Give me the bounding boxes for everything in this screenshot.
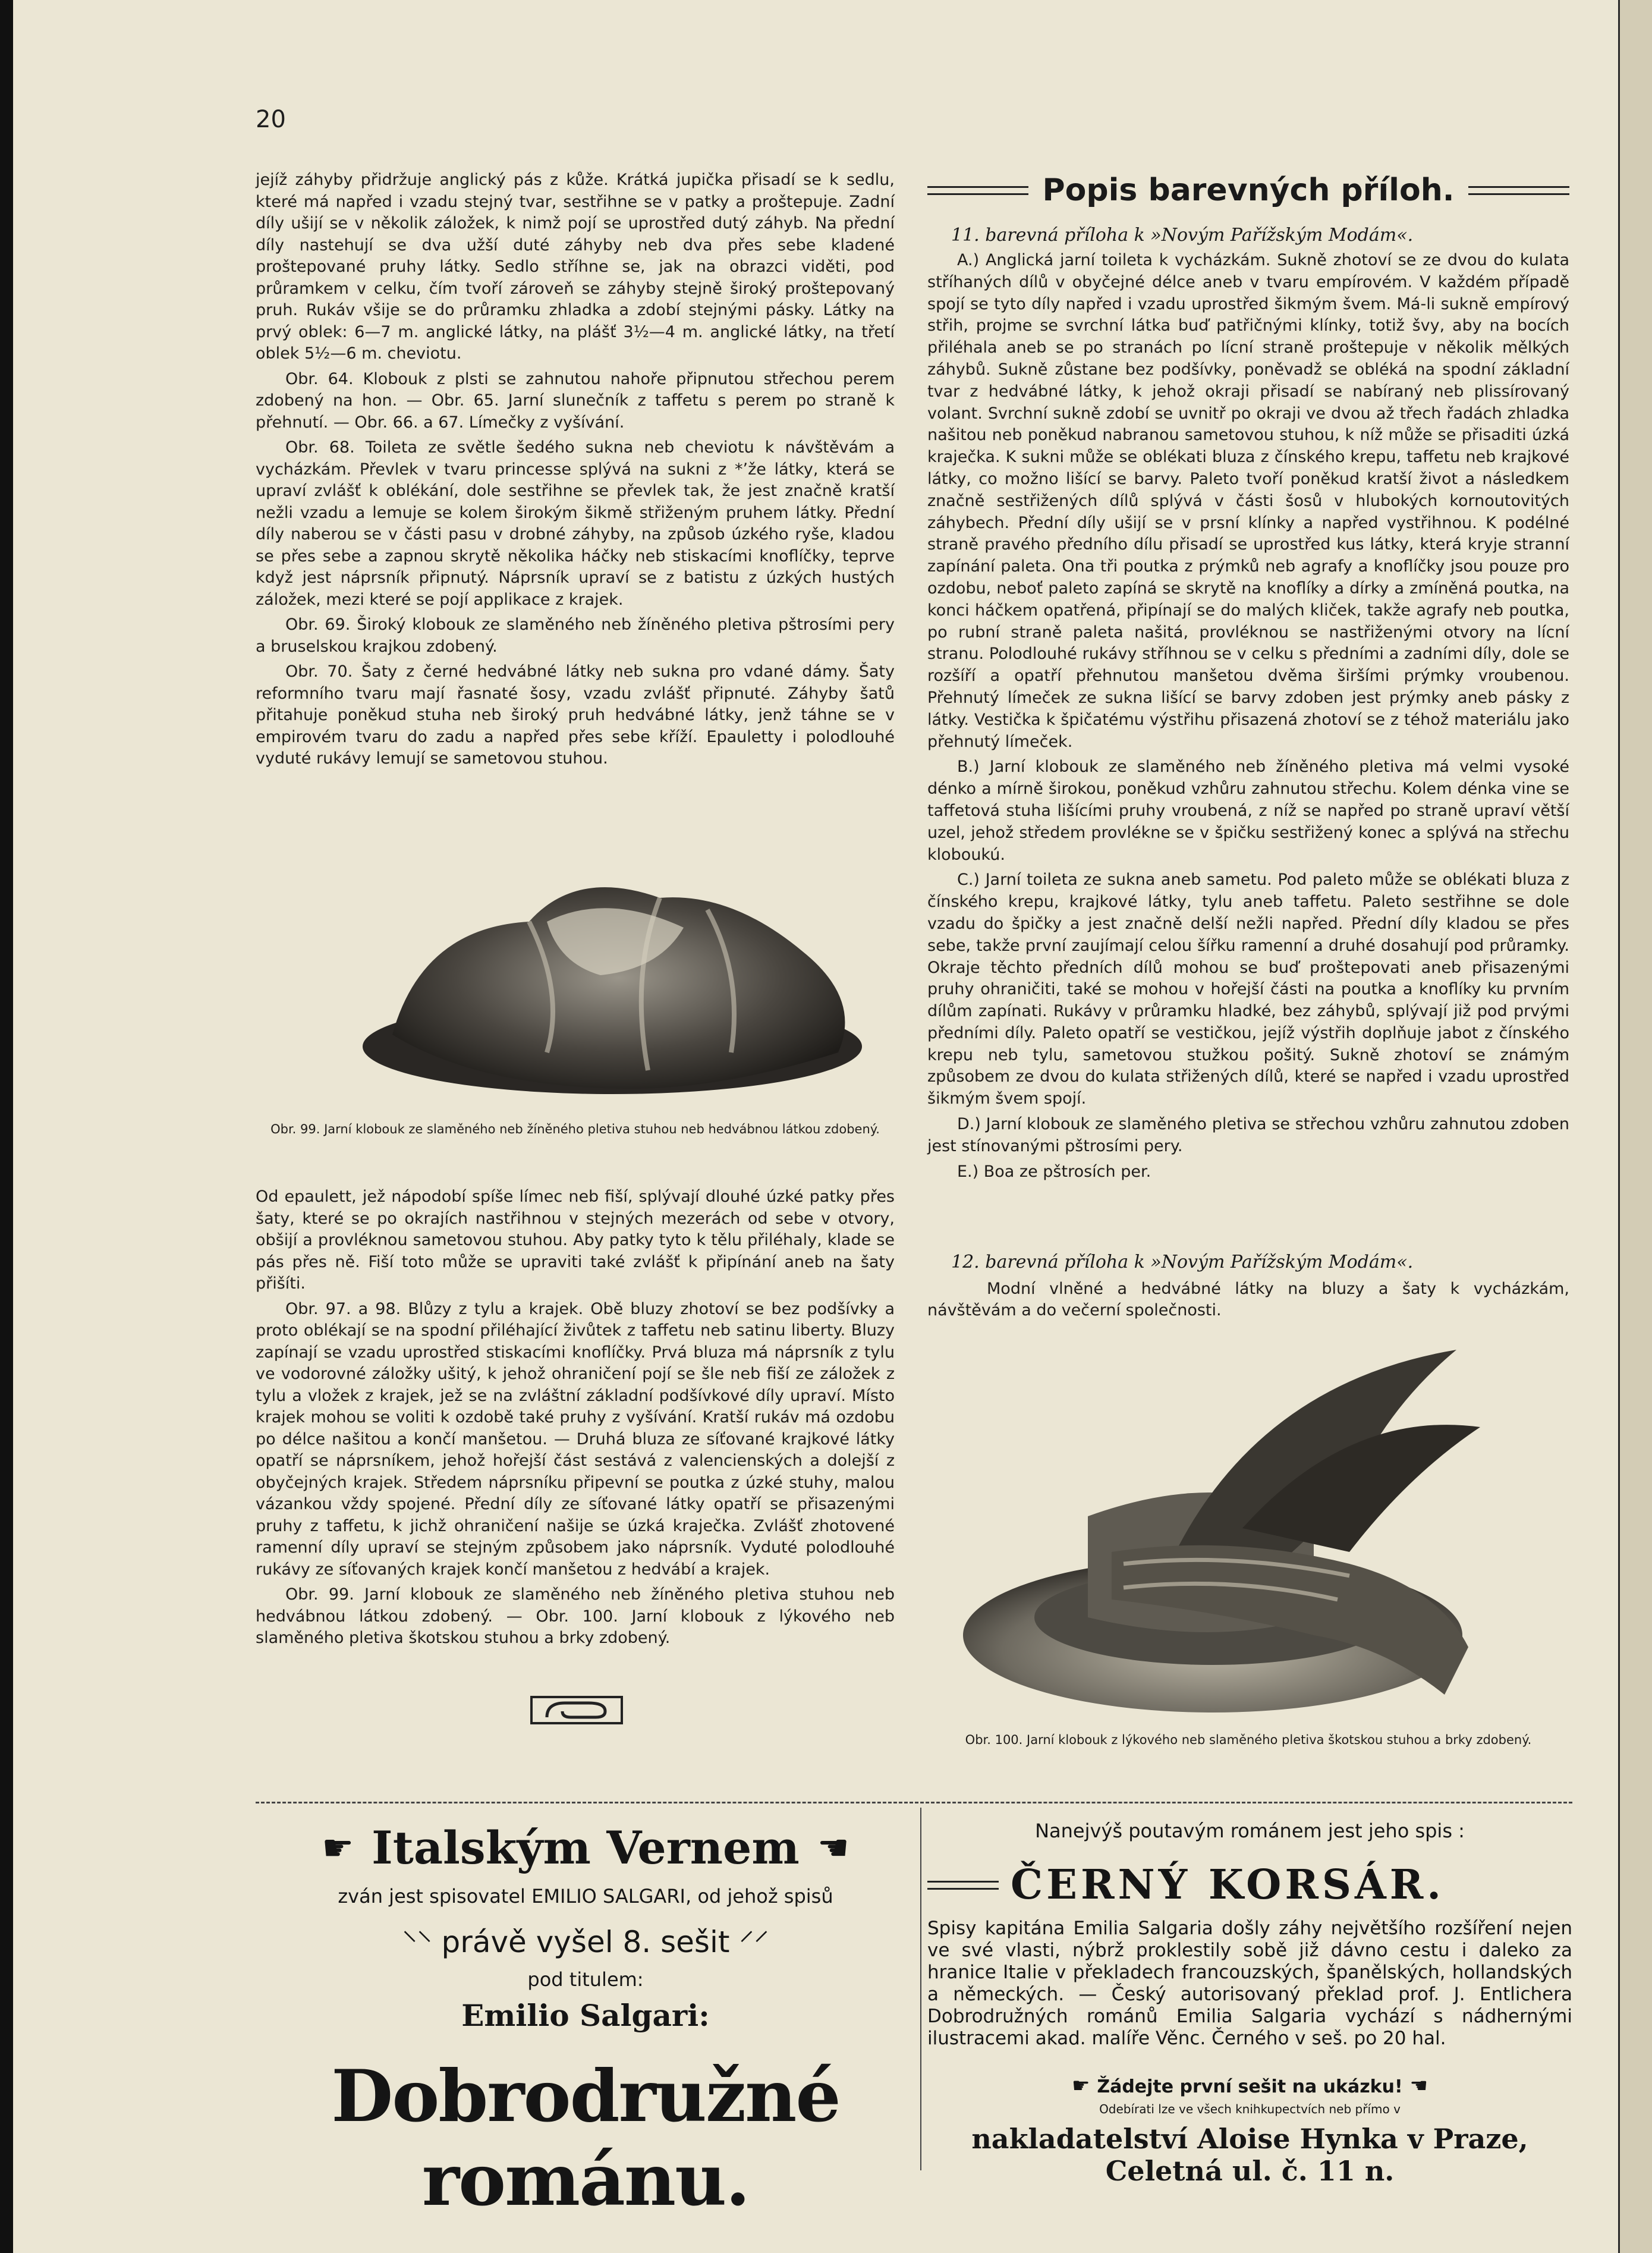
paragraph: Obr. 68. Toileta ze světle šedého sukna neb cheviotu k návštěvám a vycházkám. Převlek v tvaru princesse splývá na sukni z *ʼže látky, která se upraví zvlášť k oblékání, dole sestřihne se převlek tak, že jest značně kratší nežli vzadu a lemuje se kolem širokým šikmě střiženým pruhem látky. Přední díly naberou se v části pasu v drobné záhyby, na způsob úzkého ryše, kladou se přes sebe a zapnou skrytě několika háčky neb stiskacími knoflíčky, teprve když jest náprsník připnutý. Náprsník upraví se z batistu z úzkých hustých záložek, mezi které se pojí applikace z krajek.: [256, 438, 895, 609]
paragraph: Obr. 97. a 98. Blůzy z tylu a krajek. Obě bluzy zhotoví se bez podšívky a proto oblékají se na spodní přiléhající živůtek z taffetu neb satinu liberty. Bluzy zapínají se vzadu uprostřed stiskacími knoflíčky. Prvá bluza má náprsník z tylu ve vodorovné záložky ušitý, k jehož ohraničení pojí se šle neb fiší ze záložek z tylu a vložek z krajek, jež se na zvláštní základní podšívkové díly upraví. Místo krajek mohou se voliti k ozdobě také pruhy z vyšívání. Kratší rukáv má ozdobu po délce našitou a končí manšetou. — Druhá bluza ze síťované krajkové látky opatří se náprsníkem, jehož hořejší část sestává z valencienských a dolejší z obyčejných krajek. Středem náprsníku připevní se poutka z úzké stuhy, malou vázankou vždy spojené. Přední díly ze síťované látky opatří se přisazenými pruhy z taffetu, k jichž ohraničení našije se úzká kraječka. Zvlášť zhotovené ramenní díly upraví se stejným způsobem jako náprsník. Vyduté polodlouhé rukávy ze síťovaných krajek končí manšetou z hedvábí a krajek.: [256, 1299, 895, 1579]
ad-left-title-row: [256, 1820, 915, 1876]
paragraph: D.) Jarní klobouk ze slaměného pletiva se střechou vzhůru zahnutou zdoben jest stínovanými pštrosími pery.: [927, 1115, 1569, 1155]
subheading-12: 12. barevná příloha k »Novým Pařížským Modám«.: [951, 1252, 1414, 1272]
ad-right-line: Nanejvýš poutavým románem jest jeho spis :: [1035, 1820, 1465, 1842]
ad-right-publisher: nakladatelství Aloise Hynka v Praze, Celetná ul. č. 11 n.: [971, 2123, 1528, 2187]
pointing-hand-icon: ☛: [322, 1827, 354, 1869]
ad-left-author: Emilio Salgari:: [461, 1998, 710, 2033]
caption-100: Obr. 100. Jarní klobouk z lýkového neb slaměného pletiva škotskou stuhou a brky zdobený.: [965, 1733, 1532, 1747]
ad-left-title: Italským Vernem: [372, 1821, 800, 1874]
ad-right-call: [927, 2074, 1572, 2098]
left-column-top: [256, 169, 895, 774]
subheading-11: 11. barevná příloha k »Novým Pařížským Modám«.: [951, 225, 1414, 246]
paragraph: jejíž záhyby přidržuje anglický pás z kůže. Krátká jupička přisadí se k sedlu, které má napřed i vzadu stejný tvar, sestřihne se v patky a proštepuje. Zadní díly ušijí se v několik záložek, k nimž pojí se uprostřed dutý záhyb. Na přední díly nastehují se dva užší duté záhyby neb dva přes sebe kladené proštepované pruhy látky. Sedlo stříhne se, jak na obrazci viděti, pod průramkem v celku, čím tvoří zároveň se záhyby stejně široký proštepovaný pruh. Rukáv všije se do průramku zhladka a zdobí stejnými pásky. Látky na prvý oblek: 6—7 m. anglické látky, na plášť 3½—4 m. anglické látky, na třetí oblek 5½—6 m. cheviotu.: [256, 171, 895, 363]
paragraph: Modní vlněné a hedvábné látky na bluzy a šaty k vycházkám, návštěvám a do večerní společnosti.: [927, 1280, 1569, 1319]
ad-right-call-text: Žádejte první sešit na ukázku!: [1097, 2076, 1403, 2097]
ad-left-line: [256, 1921, 915, 1961]
double-rule: [927, 1881, 999, 1890]
double-rule: [927, 186, 1028, 195]
ad-right-title-row: [927, 1858, 1572, 1912]
left-column-bottom: [256, 1186, 895, 1653]
ad-left-book-title: Dobrodružné románu.: [331, 2054, 840, 2222]
pointing-hand-icon: ☚: [817, 1827, 849, 1869]
paragraph: Obr. 99. Jarní klobouk ze slaměného neb žíněného pletiva stuhou neb hedvábnou látkou zdobený. — Obr. 100. Jarní klobouk z lýkového neb slaměného pletiva škotskou stuhou a brky zdobený.: [256, 1585, 895, 1647]
paragraph: E.) Boa ze pštrosích per.: [957, 1162, 1151, 1181]
paragraph: Obr. 69. Široký klobouk ze slaměného neb žíněného pletiva pštrosími pery a bruselskou krajkou zdobený.: [256, 615, 895, 656]
ad-right-body: Spisy kapitána Emilia Salgaria došly záhy největšího rozšíření nejen ve své vlasti, nýbrž proklestily sobě již dávno cestu i daleko za hranice Italie v překladech francouzských, španělských, hollandských a německých. — Český autorisovaný překlad prof. J. Entlichera Dobrodružných románů Emilia Salgaria vychází s nádhernými ilustracemi akad. malíře Věnc. Černého v seš. po 20 hal.: [927, 1918, 1572, 2049]
pointing-hand-icon: ☛: [1072, 2074, 1097, 2098]
pointing-hand-icon: ☚: [1402, 2074, 1428, 2098]
ad-right-line: Odebírati lze ve všech knihkupectvích neb přímo v: [1099, 2102, 1401, 2116]
ad-right-title: ČERNÝ KORSÁR.: [1011, 1861, 1445, 1909]
double-rule: [1468, 186, 1569, 195]
scan-edge-right: [1618, 0, 1652, 2253]
paragraph: Obr. 64. Klobouk z plsti se zahnutou nahoře připnutou střechou perem zdobený na hon. — Obr. 65. Jarní slunečník z taffetu s perem po straně k přehnutí. — Obr. 66. a 67. Límečky z vyšívání.: [256, 369, 895, 432]
arrow-icon: ⸌⸌: [402, 1925, 442, 1959]
paragraph: Obr. 70. Šaty z černé hedvábné látky neb sukna pro vdané dámy. Šaty reformního tvaru mají řasnaté šosy, vzadu zvlášť připnuté. Záhyby šatů přitahuje poněkud stuha neb široký pruh hedvábné látky, jenž táhne se v empirovém tvaru do zadu a napřed přes sebe kříží. Epauletty i polodlouhé vyduté rukávy lemují se sametovou stuhou.: [256, 662, 895, 768]
page-number: 20: [256, 106, 286, 133]
scan-edge-left: [0, 0, 13, 2253]
ad-left-line: pod titulem:: [527, 1968, 644, 1991]
ad-left-issue: právě vyšel 8. sešit: [441, 1925, 730, 1959]
paragraph: A.) Anglická jarní toileta k vycházkám. Sukně zhotoví se ze dvou do kulata stříhaných dílů v obyčejné délce aneb v tvaru empírovém. V každém případě spojí se tyto díly napřed i vzadu uprostřed šikmým švem. Má-li sukně empírový střih, projme se svrchní látka buď patřičnými klínky, totiž švy, aby na bocích přiléhala aneb se po stranách po lícní straně proštepuje v několik mělkých záhybů. Sukně zůstane bez podšívky, poněvadž se obléká na spodní základní tvar z hedvábné látky, k jehož okraji přisadí se nabíraný neb plissírovaný volant. Svrchní sukně zdobí se uvnitř po okraji ve dvou až třech řadách zhladka našitou neb poněkud nabranou sametovou stuhou, k níž může se přisaditi úzká kraječka. K sukni může se oblékati bluza z čínského krepu, taffetu neb krajkové látky, co možno lišící se barvy. Paleto tvoří poněkud kratší život a následkem značně sestřižených dílů splývá v části šosů v hlubokých kornoutovitých záhybech. Přední díly ušijí se v prsní klínky a napřed vystřihnou. K podélné straně pravého předního dílu přisadí se uprostřed kus látky, která kryje stranní zapínání paleta. Ona tři poutka z prýmků neb agrafy a knoflíčky jsou pouze pro ozdobu, neboť paleto zapíná se skrytě na knoflíky a dírky a zmíněná poutka, na konci háčkem opatřená, připínají se do malých kliček, takže agrafy neb poutka, po rubní straně paleta našitá, provléknou se nastřiženými otvory na lícní stranu. Polodlouhé rukávy stříhnou se v celku s předními a zadními díly, dole se rozšíří a opatří přehnutou manšetou dvěma širšími prýmky vroubenou. Přehnutý límeček ze sukna lišící se barvy zdoben jest prýmky aneb pásky z látky. Vestička k špičatému výstřihu přisazená zhotoví se z téhož materiálu jako přehnutý límeček.: [927, 251, 1569, 751]
ad-left-line: zván jest spisovatel EMILIO SALGARI, od jehož spisů: [338, 1885, 833, 1908]
paragraph: Od epaulett, jež nápodobí spíše límec neb fiší, splývají dlouhé úzké patky přes šaty, které se po okrajích nastřihnou v stejných mezerách od sebe v otvory, obšijí a provléknou sametovou stuhou. Aby patky tyto k tělu přiléhaly, klade se pás přes ně. Fiší toto může se upraviti také zvlášť k připínání aneb na šaty přišíti.: [256, 1187, 895, 1293]
ornament-icon: [529, 1693, 624, 1727]
right-column: [927, 250, 1569, 1186]
paragraph: B.) Jarní klobouk ze slaměného neb žíněného pletiva má velmi vysoké dénko a mírně širokou, poněkud vzhůru zahnutou střechu. Kolem dénka vine se taffetová stuha lišícími pruhy vroubená, z níž se napřed po straně upraví větší uzel, jehož středem provlékne se v špičku sestřižený konec a splývá na střechu kloboukú.: [927, 758, 1569, 864]
column-divider: [920, 1808, 921, 2170]
arrow-icon: ⸍⸍: [729, 1925, 769, 1959]
section-title: Popis barevných příloh.: [1042, 172, 1455, 208]
hat-illustration-99: [351, 856, 886, 1106]
separator-rule: [256, 1802, 1572, 1803]
caption-99: Obr. 99. Jarní klobouk ze slaměného neb žíněného pletiva stuhou neb hedvábnou látkou zdobený.: [270, 1122, 880, 1136]
right-heading: [927, 169, 1569, 211]
paragraph: C.) Jarní toileta ze sukna aneb sametu. Pod paleto může se oblékati bluza z čínského krepu, krajkové látky, tylu aneb taffetu. Paleto sestřihne se dole vzadu do špičky a jest značně delší nežli napřed. Přední díly kladou se přes sebe, takže první zaujímají celou šířku ramenní a druhé dosahují pod průramky. Okraje těchto předních dílů mohou se buď proštepovati aneb přisazenými pruhy ohraničiti, také se mohou v hořejší části na poutka a knoflíky ku prvním dílům zapínati. Rukávy v průramku hladké, bez záhybů, splývají již pod prvými předními díly. Paleto opatří se vestičkou, jejíž výstřih doplňuje jabot z čínského krepu neb tylu, sametovou stužkou pošitý. Sukně zhotoví se známým způsobem ze dvou do kulata střižených dílů, které se napřed i vzadu uprostřed šikmým švem spojí.: [927, 871, 1569, 1108]
hat-illustration-100: [933, 1338, 1552, 1730]
